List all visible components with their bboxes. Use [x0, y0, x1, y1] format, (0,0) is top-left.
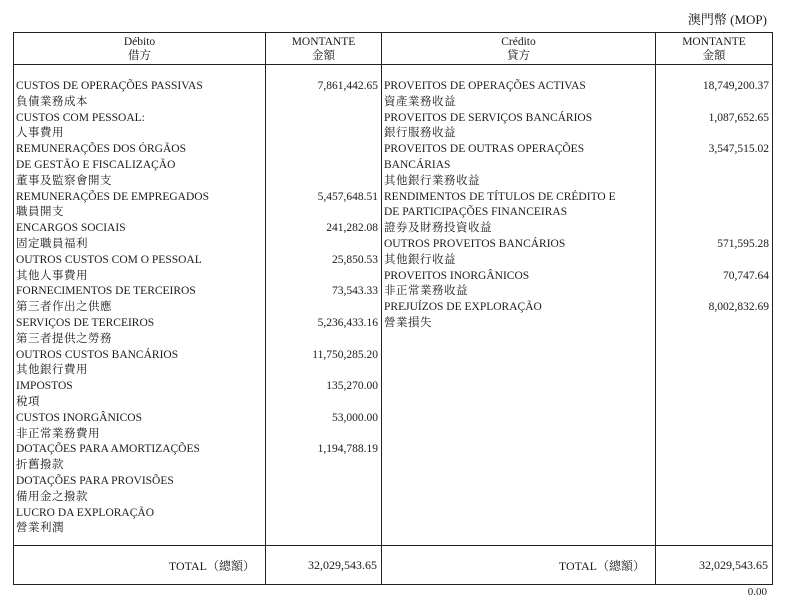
debit-line-item: CUSTOS INORGÂNICOS	[16, 411, 142, 424]
credit-line-amount	[656, 158, 772, 174]
table-body-row	[14, 65, 773, 546]
debit-line-amount: 11,750,285.20	[312, 348, 378, 361]
debit-line-item: OUTROS CUSTOS BANCÁRIOS	[16, 348, 179, 361]
debit-line-amount: 241,282.08	[326, 222, 378, 235]
credit-descriptions	[382, 65, 656, 546]
debit-line-item: 董事及監察會開支	[16, 174, 112, 187]
debit-amount-header-pt: MONTANTE	[291, 35, 356, 48]
credit-line-item: PROVEITOS DE SERVIÇOS BANCÁRIOS	[384, 111, 593, 124]
debit-line-amount	[266, 363, 381, 379]
credit-line-item: PROVEITOS INORGÂNICOS	[384, 269, 530, 282]
debit-line-item: ENCARGOS SOCIAIS	[16, 222, 126, 235]
credit-line-item: PREJUÍZOS DE EXPLORAÇÃO	[384, 301, 542, 314]
credit-line-item: 其他銀行收益	[384, 253, 456, 266]
debit-line-amount	[266, 174, 381, 190]
credit-total-amount: 32,029,543.65	[656, 546, 773, 585]
debit-line-item: 負債業務成本	[16, 95, 88, 108]
credit-line-amount	[656, 284, 772, 300]
credit-line-item: 營業損失	[384, 316, 432, 329]
debit-line-amount: 5,236,433.16	[317, 316, 378, 329]
credit-total-label: TOTAL（總額）	[382, 546, 656, 585]
debit-line-item: SERVIÇOS DE TERCEIROS	[16, 316, 155, 329]
debit-line-item: REMUNERAÇÕES DOS ÓRGÃOS	[16, 143, 186, 156]
debit-line-amount	[266, 506, 381, 522]
debit-line-item: DOTAÇÕES PARA AMORTIZAÇÕES	[16, 443, 200, 456]
credit-line-amount: 70,747.64	[723, 269, 769, 282]
debit-line-item: 稅項	[16, 395, 40, 408]
debit-header	[14, 33, 266, 65]
credit-line-amount	[656, 126, 772, 142]
credit-line-amount: 1,087,652.65	[708, 111, 769, 124]
credit-line-amount	[656, 316, 772, 332]
credit-header-zh: 貸方	[507, 49, 530, 62]
debit-line-amount: 25,850.53	[332, 253, 378, 266]
debit-line-amount: 1,194,788.19	[317, 443, 378, 456]
debit-line-item: 第三者作出之供應	[16, 301, 112, 314]
debit-line-item: 備用金之撥款	[16, 490, 88, 503]
debit-line-amount	[266, 269, 381, 285]
credit-line-amount	[656, 205, 772, 221]
debit-line-amount	[266, 95, 381, 111]
debit-header-pt: Débito	[123, 35, 156, 48]
debit-total-label: TOTAL（總額）	[14, 546, 266, 585]
debit-line-amount	[266, 237, 381, 253]
debit-line-amount: 53,000.00	[332, 411, 378, 424]
debit-header-zh: 借方	[128, 49, 151, 62]
table-header-row	[14, 33, 773, 65]
credit-line-item: RENDIMENTOS DE TÍTULOS DE CRÉDITO E	[384, 190, 616, 203]
debit-line-amount	[266, 458, 381, 474]
debit-line-item: DOTAÇÕES PARA PROVISÕES	[16, 474, 174, 487]
credit-header-pt: Crédito	[501, 35, 536, 48]
debit-line-amount	[266, 205, 381, 221]
currency-label: 澳門幣 (MOP)	[687, 12, 767, 27]
debit-line-amount: 73,543.33	[332, 285, 378, 298]
credit-line-item: DE PARTICIPAÇÕES FINANCEIRAS	[384, 206, 568, 219]
debit-line-item: 人事費用	[16, 127, 64, 140]
debit-amount-header	[266, 33, 382, 65]
credit-line-item: 非正常業務收益	[384, 285, 468, 298]
credit-line-item: OUTROS PROVEITOS BANCÁRIOS	[384, 237, 566, 250]
credit-line-amount: 18,749,200.37	[702, 80, 769, 92]
credit-amount-header-pt: MONTANTE	[682, 35, 746, 48]
debit-line-item: 職員開支	[16, 206, 64, 219]
debit-line-amount	[266, 332, 381, 348]
credit-line-item: PROVEITOS DE OUTRAS OPERAÇÕES	[384, 143, 585, 156]
credit-line-item: BANCÁRIAS	[384, 158, 451, 171]
debit-line-amount	[266, 427, 381, 443]
credit-line-amount: 8,002,832.69	[708, 301, 769, 314]
debit-line-amount	[266, 300, 381, 316]
debit-line-item: CUSTOS COM PESSOAL:	[16, 111, 145, 124]
debit-line-amount	[266, 521, 381, 537]
credit-header	[382, 33, 656, 65]
credit-line-item: 銀行服務收益	[384, 127, 456, 140]
credit-line-amount	[656, 95, 772, 111]
debit-line-item: 其他人事費用	[16, 269, 88, 282]
debit-line-item: REMUNERAÇÕES DE EMPREGADOS	[16, 190, 209, 203]
debit-line-amount	[266, 474, 381, 490]
credit-line-amount	[656, 174, 772, 190]
debit-line-item: OUTROS CUSTOS COM O PESSOAL	[16, 253, 202, 266]
debit-line-item: LUCRO DA EXPLORAÇÃO	[16, 506, 155, 519]
debit-line-item: 營業利潤	[16, 522, 64, 535]
credit-line-item: PROVEITOS DE OPERAÇÕES ACTIVAS	[384, 80, 586, 92]
debit-line-amount	[266, 126, 381, 142]
debit-line-amount	[266, 142, 381, 158]
debit-line-amount	[266, 490, 381, 506]
credit-line-amount: 571,595.28	[717, 237, 769, 250]
credit-line-item: 資產業務收益	[384, 95, 456, 108]
total-row	[14, 546, 773, 585]
debit-amount-header-zh: 金額	[312, 49, 335, 62]
debit-line-item: 其他銀行費用	[16, 364, 88, 377]
credit-line-amount: 3,547,515.02	[708, 143, 769, 156]
debit-line-amount	[266, 111, 381, 127]
debit-line-item: CUSTOS DE OPERAÇÕES PASSIVAS	[16, 80, 203, 92]
debit-line-amount: 5,457,648.51	[317, 190, 378, 203]
debit-amounts	[266, 65, 382, 546]
footnote-value: 0.00	[747, 586, 767, 598]
credit-line-item: 其他銀行業務收益	[384, 174, 480, 187]
credit-amount-header	[656, 33, 773, 65]
debit-total-amount: 32,029,543.65	[266, 546, 382, 585]
debit-line-item: 折舊撥款	[16, 459, 64, 472]
debit-line-item: 固定職員福利	[16, 237, 88, 250]
credit-line-amount	[656, 221, 772, 237]
debit-line-item: FORNECIMENTOS DE TERCEIROS	[16, 285, 196, 298]
profit-loss-table	[13, 32, 773, 585]
credit-amount-header-zh: 金額	[702, 49, 726, 62]
debit-line-item: IMPOSTOS	[16, 380, 73, 393]
debit-line-amount	[266, 158, 381, 174]
debit-line-amount	[266, 395, 381, 411]
debit-descriptions	[14, 65, 266, 546]
credit-line-amount	[656, 190, 772, 206]
debit-line-item: 第三者提供之勞務	[16, 332, 112, 345]
debit-line-amount: 7,861,442.65	[317, 80, 378, 92]
credit-line-amount	[656, 253, 772, 269]
debit-line-item: 非正常業務費用	[16, 427, 100, 440]
debit-line-amount: 135,270.00	[326, 380, 378, 393]
debit-line-item: DE GESTÃO E FISCALIZAÇÃO	[16, 158, 176, 171]
credit-line-item: 證券及財務投資收益	[384, 222, 492, 235]
credit-amounts	[656, 65, 773, 546]
